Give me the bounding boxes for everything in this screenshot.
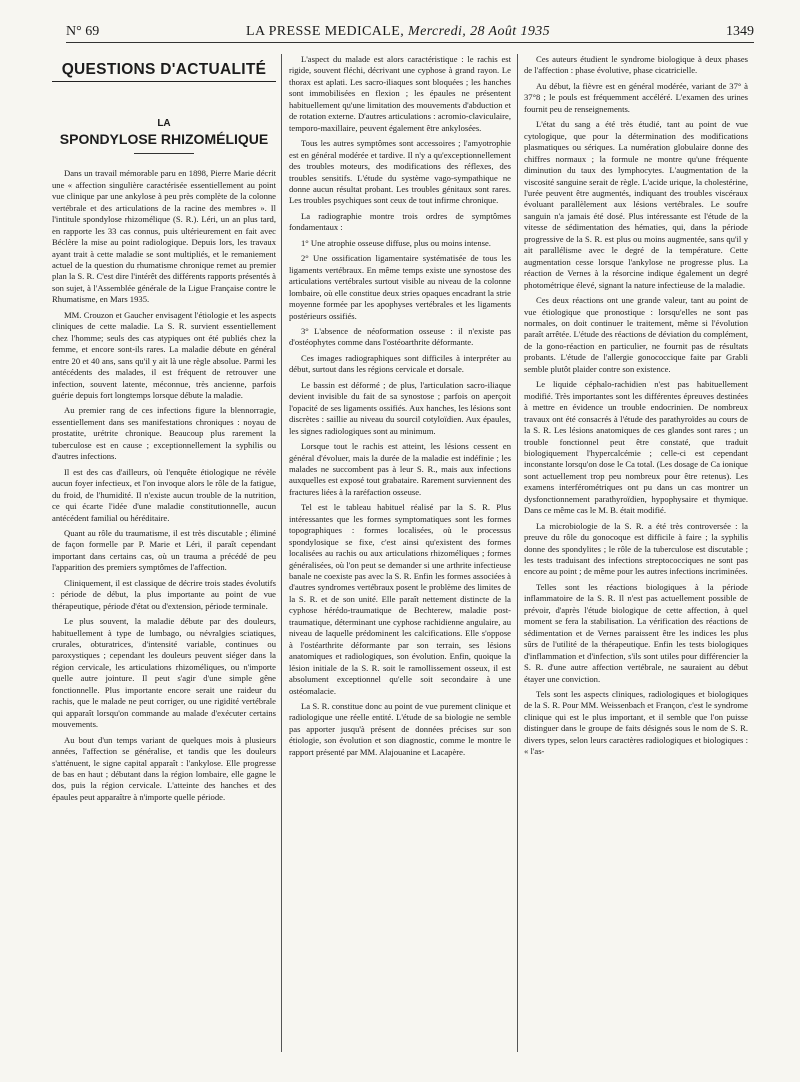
paragraph: 2° Une ossification ligamentaire systématisée de tous les ligaments vertébraux. En même temps existe une synostose des articulations vertébrales surtout visible au niveau de la colonne lombaire, où elle constitue deux stries opaques encadrant la strie moyenne formée par les apophyses vertébrales et les ligaments postérieurs ossifiés. <box>289 253 511 321</box>
paragraph: Quant au rôle du traumatisme, il est très discutable ; éliminé de façon formelle par P. Marie et Léri, il paraît cependant important dans certains cas, où un trauma a précédé de peu l'apparition des premiers symptômes de l'affection. <box>52 527 276 573</box>
paragraph: Cliniquement, il est classique de décrire trois stades évolutifs : période de début, la plus importante au point de vue thérapeutique, période d'état ou d'extension, période terminale. <box>52 577 276 611</box>
paragraph: Ces auteurs étudient le syndrome biologique à deux phases de l'affection : phase évolutive, phase cicatricielle. <box>524 54 748 76</box>
paragraph: Au bout d'un temps variant de quelques mois à plusieurs années, l'affection se généralise, et tandis que les douleurs s'atténuent, le signe capital apparaît : l'ankylose. Elle progresse de bas en haut ; débutant dans la région lombaire, elle gagne le dos, puis la région cervicale. L'atteinte des hanches et des épaules peut apparaître à n'importe quelle période. <box>52 734 276 802</box>
paragraph: Tels sont les aspects cliniques, radiologiques et biologiques de la S. R. Pour MM. Weissenbach et Françon, c'est le syndrome clinique qui est le plus important, et il semble que l'on puisse distinguer dans le groupe de faits désignés sous le nom de S. R. divers types, selon leurs caractères radiologiques et biologiques : « l'as- <box>524 689 748 757</box>
paragraph: Ces deux réactions ont une grande valeur, tant au point de vue étiologique que pronostique : lorsqu'elles ne sont pas normales, on doit continuer le traitement, même si l'évolution paraît arrêtée. L'étude des réactions de déviation du complément, de la gono-réaction en particulier, ne fournit pas de résultats probants. L'étude de l'allergie gonococcique faite par Grabli semble plutôt plaider contre son existence. <box>524 295 748 374</box>
paragraph: Le bassin est déformé ; de plus, l'articulation sacro-iliaque devient invisible du fait de sa synostose ; parfois on aperçoit l'opacité de ses ligaments ossifiés. Aux hanches, les lésions sont discrètes : saillie au niveau du sourcil cotyloïdien. Aux épaules, les signes radiologiques sont au minimum. <box>289 379 511 436</box>
article-kicker: LA <box>157 118 171 130</box>
paragraph: La radiographie montre trois ordres de symptômes fondamentaux : <box>289 210 511 233</box>
journal-name: LA PRESSE MEDICALE, <box>246 24 405 39</box>
paragraph: Lorsque tout le rachis est atteint, les lésions cessent en général d'évoluer, mais la durée de la maladie est indéfinie ; les malades ne succombent pas à leur S. R., mais aux infections auxquelles est exposé tout grabataire. Rarement surviennent des fractures liées à la raréfaction osseuse. <box>289 441 511 497</box>
column-3-body <box>524 54 748 758</box>
issue-number: N° 69 <box>66 24 100 39</box>
running-title <box>246 22 550 42</box>
column-3 <box>524 54 748 1052</box>
column-divider <box>517 54 518 1052</box>
column-2-body <box>289 54 511 758</box>
paragraph: MM. Crouzon et Gaucher envisagent l'étiologie et les aspects cliniques de cette maladie. La S. R. survient essentiellement chez l'homme; seuls des cas atypiques ont été publiés chez la femme, et encore sont-ils rares. La maladie débute en général entre 20 et 40 ans, sans qu'il y ait là une règle absolue. Parmi les antécédents des malades, il est fréquent de retrouver une infection, souvent latente, méconnue, très ancienne, parfois guérie depuis fort longtemps lorsque débute la maladie. <box>52 309 276 400</box>
paragraph: Il est des cas d'ailleurs, où l'enquête étiologique ne révèle aucun foyer infectieux, et l'on invoque alors le rôle de la fatigue, du froid, de l'humidité. Il n'existe aucun trouble de la nutrition, ce qui écarte l'idée d'une maladie constitutionnelle, aucun antécédent familial ou héréditaire. <box>52 466 276 523</box>
paragraph: 1° Une atrophie osseuse diffuse, plus ou moins intense. <box>301 237 491 248</box>
paragraph: Tous les autres symptômes sont accessoires ; l'amyotrophie est en général modérée et tardive. Il n'y a qu'exceptionnellement des troubles moteurs, des modifications des réflexes, des troubles sensitifs. L'étude du système vago-sympathique ne donne aucun résultat probant. Les troubles génitaux sont rares. Les troubles psychiques sont ceux de tout infirme chronique. <box>289 138 511 206</box>
paragraph: Le liquide céphalo-rachidien n'est pas habituellement modifié. Très importantes sont les différentes épreuves destinées à mettre en évidence un trouble endocrinien. De nombreux travaux ont été consacrés à l'étude des parathyroïdes au cours de la S. R. Les lésions anatomiques de ces glandes sont rares ; un trouble fonctionnel peut être constaté, que traduit biologiquement l'hypercalcémie ; celle-ci est cependant inconstante lorsqu'on dose le Ca total. (Les dosage de Ca ionique sont actuellement trop peu nombreux pour être retenus). Les examens interférométriques ont pu dans un cas montrer un dysfonctionnement parathyroïdien, hypophysaire et thymique. Dans ce même cas le M. B. était modifié. <box>524 379 748 516</box>
paragraph: Le plus souvent, la maladie débute par des douleurs, habituellement à type de lumbago, ou névralgies sciatiques, crurales, obturatrices, d'intensité variable, continues ou paroxystiques ; cependant les douleurs peuvent siéger dans la région cervicale, les articulations rhizoméliques, ou n'importe quelle autre jointure. Il peut s'agir d'une simple gêne fonctionnelle. Plus importante encore serait une raideur du rachis, que le malade ne peut corriger, ou une rigidité vertébrale qui apparaît lorsqu'on commande au malade d'exécuter certains mouvements. <box>52 616 276 730</box>
paragraph: Ces images radiographiques sont difficiles à interpréter au début, surtout dans les régions cervicale et dorsale. <box>289 352 511 375</box>
column-1-body <box>52 168 276 803</box>
article-title: SPONDYLOSE RHIZOMÉLIQUE <box>59 130 269 147</box>
paragraph: Au premier rang de ces infections figure la blennorragie, essentiellement dans ses manifestations chroniques : noyau de prostatite, urétrite chronique. Beaucoup plus rarement la tuberculose est en cause ; exceptionnellement la syphilis ou d'autres infections. <box>52 405 276 462</box>
paragraph: La S. R. constitue donc au point de vue purement clinique et radiologique une réelle entité. L'étude de sa biologie ne semble pas apporter jusqu'à présent de données précises sur son étiologie, son évolution et son diagnostic, comme le montre le rapport présenté par MM. Alajouanine et Lacapère. <box>289 701 511 757</box>
column-divider <box>281 54 282 1052</box>
paragraph: 3° L'absence de néoformation osseuse : il n'existe pas d'ostéophytes comme dans l'ostéoarthrite déformante. <box>289 325 511 348</box>
title-divider <box>134 153 194 154</box>
paragraph: Au début, la fièvre est en général modérée, variant de 37° à 37°8 ; le pouls est fréquemment accéléré. L'examen des urines fournit peu de renseignements. <box>524 80 748 114</box>
paragraph: Telles sont les réactions biologiques à la période inflammatoire de la S. R. Il n'est pas actuellement possible de prévoir, d'après l'étude biologique de cette affection, à quel moment se fera la stabilisation. La vérification des réactions de sédimentation et de Vernes paraissent être les indices les plus sûrs de l'utilité de la thérapeutique. Enfin les tests biologiques d'inflammation et d'infection, s'ils sont utiles pour différencier la S. R. d'une autre affection vertébrale, ne sauraient au début étayer une conviction. <box>524 581 748 684</box>
page-header <box>66 22 754 43</box>
paragraph: L'aspect du malade est alors caractéristique : le rachis est rigide, souvent fléchi, décrivant une cyphose à grand rayon. Le thorax est aplati. Les sacro-iliaques sont bloquées ; les hanches sont immobilisées en flexion ; les épaules ne présentent habituellement qu'une limitation des mouvements d'abduction et de rotation externe. D'autres articulations : acromio-claviculaire, temporo-maxillaire, peuvent également être ankylosées. <box>289 54 511 133</box>
column-1 <box>52 54 276 1052</box>
column-2 <box>289 54 511 1052</box>
paragraph: Tel est le tableau habituel réalisé par la S. R. Plus intéressantes que les formes symptomatiques sont les formes topographiques : formes localisées, où le processus spondylosique se fixe, c'est ainsi qu'existent des formes localisées au rachis ou aux articulations rhizoméliques ; formes généralisées, où l'on peut se demander si une arthrite infectieuse banale ne coexiste pas avec la S. R. Enfin les formes associées à d'autres syndromes vertébraux posent le problème des limites de la S. R. et de son unité. Elle paraît nettement distincte de la cyphose hérédo-traumatique de Bechterew, maladie post-traumatique, déterminant une cyphose rachidienne angulaire, au niveau de laquelle prédominent les calcifications. Elle s'oppose à l'ostéarthrite déformante par son terrain, ses lésions anatomiques et radiologiques, son évolution. Enfin, quoique la lésion initiale de la S. R. soit le ramollissement osseux, il est absolument exceptionnel qu'elle soit secondaire à une ostéomalacie. <box>289 502 511 696</box>
paragraph: Dans un travail mémorable paru en 1898, Pierre Marie décrit une « affection singulière caractérisée essentiellement au point vue clinique par une ankylose à peu près complète de la colonne vertébrale et des articulations de la racine des membres ». Il l'intitule spondylose rhizomélique (S. R.). Léri, un an plus tard, en rapporte les 33 cas connus, puis ultérieurement en fait avec Béclère la mise au point radiologique. Depuis lors, les travaux ayant trait à cette maladie se sont multipliés, et le remaniement actuel de la question du rhumatisme chronique remet au premier plan la S. R. C'est dire l'intérêt des différents rapports présentés à son sujet, à l'Assemblée générale de la Ligue Française contre le Rhumatisme, en Mars 1935. <box>52 168 276 305</box>
section-title: QUESTIONS D'ACTUALITÉ <box>52 64 276 82</box>
paragraph: La microbiologie de la S. R. a été très controversée : la preuve du rôle du gonocoque est difficile à faire ; la syphilis donne des spondylites ; le rôle de la tuberculose est discutable ; les tests traduisant des infections streptococciques ne sont pas encore au point ; de même pour les autres infections incriminées. <box>524 520 748 577</box>
issue-date: Mercredi, 28 Août 1935 <box>408 24 551 39</box>
page-number: 1349 <box>726 24 754 39</box>
paragraph: L'état du sang a été très étudié, tant au point de vue cytologique, que pour la détermination des modifications plasmatiques ou sériques. La numération globulaire donne des chiffres normaux ; la formule ne montre qu'une fréquente diminution du taux des lymphocytes. L'augmentation de la viscosité sanguine serait de règle. L'acide urique, la cholestérine, l'urée peuvent être augmentés, indiquant des troubles viscéraux évoluant parallèlement aux lésions vertébrales. Le soufre sanguin n'a jamais été dosé. Plus intéressante est l'étude de la vitesse de sédimentation des hématies, qui, dans la période progressive de la S. R. est plus ou moins augmentée, sans qu'il y ait parallélisme avec le degré de la température. Cette augmentation cesse lorsque l'ankylose ne progresse plus. La réaction de Vernes à la résorcine indique également un degré photométrique élevé, signant la nature infectieuse de la maladie. <box>524 119 748 290</box>
